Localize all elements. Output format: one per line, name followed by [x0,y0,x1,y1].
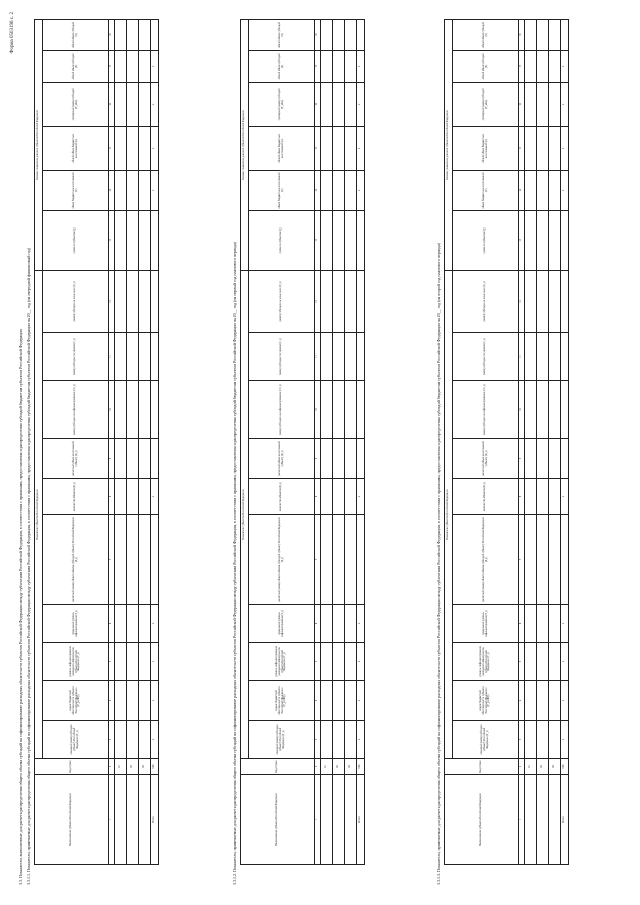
table-row [333,19,345,864]
total-mark: x [561,643,569,681]
table-row [139,19,151,864]
total-label: Итого [357,775,365,865]
colnum-12: 12 [109,270,115,332]
total-mark: x [151,479,159,515]
row-code: 02 [537,759,549,775]
colnum-1: 1 [519,775,525,865]
header-region-name: Наименование субъекта Российской Федерации [445,775,519,865]
colnum-11: 11 [315,333,321,381]
total-mark: x [357,479,365,515]
header-col-18: общий объем субсидий (S) [43,19,109,50]
colnum-12: 12 [315,270,321,332]
row-code: 02 [127,759,139,775]
group-header-base: Базовые показатели для всех субъектов Российской Федерации [241,19,249,270]
total-mark: x [561,681,569,721]
colnum-12: 12 [519,270,525,332]
total-mark: x [151,82,159,126]
colnum-2: 2 [109,759,115,775]
header-col-10: размер субсидии на софинансирование (СС_i) [43,381,109,439]
group-header-base: Базовые показатели для всех субъектов Российской Федерации [35,19,43,270]
header-col-9: расчетный объем ассигнований субъекту (R_i) [43,439,109,479]
header-col-13: сумма по субъектам (∑) [249,210,315,270]
colnum-17: 17 [315,50,321,82]
total-mark: x [357,605,365,643]
indicators-table-3 [444,19,569,865]
total-mark: x [561,82,569,126]
colnum-8: 8 [109,479,115,515]
colnum-15: 15 [519,126,525,170]
header-col-6: предельный уровень софинансирования (У_i) [249,605,315,643]
colnum-9: 9 [109,439,115,479]
header-col-11: размер субсидии по уровню (С_i) [249,333,315,381]
header-col-4: индекс бюджетной обеспеченности субъекта Российской Федерации (P_{i,ПИ}) [43,681,109,721]
table-row [321,19,333,864]
colnum-6: 6 [519,605,525,643]
colnum-5: 5 [315,643,321,681]
header-col-7: расчетный размер общего объема субсидий субъекту Российской Федерации (S_i) [249,515,315,605]
colnum-10: 10 [109,381,115,439]
group-header-regions: Показатели субъектов Российской Федерации [241,270,249,758]
colnum-7: 7 [519,515,525,605]
row-code: 02 [333,759,345,775]
colnum-7: 7 [315,515,321,605]
colnum-8: 8 [315,479,321,515]
header-col-8: количество объектов (K_i) [249,479,315,515]
header-col-16: суммарный размер субсидий (T_общ) [249,82,315,126]
colnum-8: 8 [519,479,525,515]
table-row [525,19,537,864]
colnum-17: 17 [519,50,525,82]
colnum-18: 18 [109,19,115,50]
colnum-14: 14 [519,170,525,210]
total-mark: x [561,126,569,170]
header-col-5: уровень софинансирования расходного обязательства субъекта Российской Федерации (Y_i) [453,643,519,681]
header-col-3: плановый размер субсидии субъекту Российской Федерации (T_i) [453,721,519,759]
table-row [345,19,357,864]
header-col-16: суммарный размер субсидий (T_общ) [453,82,519,126]
header-col-15: общий объем бюджетных ассигнований (G) [453,126,519,170]
total-mark: x [357,82,365,126]
total-row [151,19,159,864]
header-col-15: общий объем бюджетных ассигнований (G) [43,126,109,170]
header-col-9: расчетный объем ассигнований субъекту (R_i) [249,439,315,479]
header-col-3: плановый размер субсидии субъекту Российской Федерации (T_i) [43,721,109,759]
form-code: Форма 0503196 с. 2 [10,12,15,54]
colnum-7: 7 [109,515,115,605]
header-col-5: уровень софинансирования расходного обязательства субъекта Российской Федерации (Y_i) [249,643,315,681]
row-code: 01 [321,759,333,775]
header-col-18: общий объем субсидий (S) [249,19,315,50]
table-row [537,19,549,864]
colnum-2: 2 [315,759,321,775]
row-code: 01 [115,759,127,775]
header-region-name: Наименование субъекта Российской Федерации [35,775,109,865]
row-code: 03 [139,759,151,775]
colnum-13: 13 [109,210,115,270]
total-mark: x [151,170,159,210]
colnum-13: 13 [519,210,525,270]
group-header-base: Базовые показатели для всех субъектов Российской Федерации [445,19,453,270]
total-mark: x [357,643,365,681]
total-mark: x [151,721,159,759]
total-mark: x [357,50,365,82]
header-col-5: уровень софинансирования расходного обязательства субъекта Российской Федерации (Y_i) [43,643,109,681]
colnum-4: 4 [109,681,115,721]
colnum-14: 14 [109,170,115,210]
header-row-code: Код строки [35,759,109,775]
total-mark: x [561,50,569,82]
header-col-4: индекс бюджетной обеспеченности субъекта Российской Федерации (P_{i,ПИ}) [453,681,519,721]
total-mark: x [357,126,365,170]
colnum-3: 3 [315,721,321,759]
table-row [549,19,561,864]
colnum-5: 5 [519,643,525,681]
total-label: Итого [151,775,159,865]
colnum-18: 18 [519,19,525,50]
row-code: 01 [525,759,537,775]
colnum-3: 3 [109,721,115,759]
colnum-17: 17 [109,50,115,82]
total-mark: x [151,50,159,82]
header-col-14: объем бюджетных ассигнований (V) [43,170,109,210]
colnum-14: 14 [315,170,321,210]
header-col-14: объем бюджетных ассигнований (V) [453,170,519,210]
colnum-4: 4 [315,681,321,721]
section-title-main: 3.3. Показатели, выполненные для расчета распределения общего объема субсидий на софинансирование расходных обязательств субъектов Российской Федерации между субъектами Российской Федерации, в соответствии с правилами, предоставления и распределения субсидий бюджетам субъектов Российской Федерации [18,329,23,885]
section-title-1: 3.3.1.1. Показатели, применяемые для расчета распределения общего объема субсидий на софинансирование расходных обязательств субъектов Российской Федерации между субъектами Российской Федерации, в соответствии с правилами, предоставления и распределения субсидий бюджетам субъектов Российской Федерации на 20__ год (на очередной финансовый год) [26,247,31,885]
total-mark: x [561,170,569,210]
row-code: 03 [549,759,561,775]
colnum-6: 6 [315,605,321,643]
colnum-1: 1 [109,775,115,865]
header-region-name: Наименование субъекта Российской Федерации [241,775,315,865]
colnum-11: 11 [109,333,115,381]
header-row-code: Код строки [445,759,519,775]
total-mark: x [151,643,159,681]
colnum-5: 5 [109,643,115,681]
total-mark: x [357,721,365,759]
header-col-16: суммарный размер субсидий (T_общ) [43,82,109,126]
header-col-10: размер субсидии на софинансирование (СС_i) [249,381,315,439]
total-mark: x [357,170,365,210]
colnum-1: 1 [315,775,321,865]
header-col-9: расчетный объем ассигнований субъекту (R_i) [453,439,519,479]
total-code: 900 [357,759,365,775]
colnum-16: 16 [519,82,525,126]
total-mark: x [561,721,569,759]
total-mark: x [561,605,569,643]
colnum-18: 18 [315,19,321,50]
header-col-17: общий объем субсидий (S) [43,50,109,82]
header-row-code: Код строки [241,759,315,775]
header-col-12: размер субсидии на иные цели (О_i) [453,270,519,332]
colnum-16: 16 [109,82,115,126]
header-col-18: общий объем субсидий (S) [453,19,519,50]
header-col-4: индекс бюджетной обеспеченности субъекта Российской Федерации (P_{i,ПИ}) [249,681,315,721]
header-col-8: количество объектов (K_i) [453,479,519,515]
colnum-2: 2 [519,759,525,775]
header-col-13: сумма по субъектам (∑) [453,210,519,270]
header-col-12: размер субсидии на иные цели (О_i) [249,270,315,332]
total-label: Итого [561,775,569,865]
header-col-11: размер субсидии по уровню (С_i) [43,333,109,381]
header-col-3: плановый размер субсидии субъекту Российской Федерации (T_i) [249,721,315,759]
table-row [115,19,127,864]
colnum-4: 4 [519,681,525,721]
header-col-14: объем бюджетных ассигнований (V) [249,170,315,210]
header-col-6: предельный уровень софинансирования (У_i) [453,605,519,643]
total-code: 900 [561,759,569,775]
total-code: 900 [151,759,159,775]
total-mark: x [151,126,159,170]
header-col-13: сумма по субъектам (∑) [43,210,109,270]
total-mark: x [357,681,365,721]
total-row [357,19,365,864]
colnum-13: 13 [315,210,321,270]
table-row [127,19,139,864]
colnum-11: 11 [519,333,525,381]
row-code: 03 [345,759,357,775]
header-col-6: предельный уровень софинансирования (У_i) [43,605,109,643]
colnum-10: 10 [315,381,321,439]
header-col-7: расчетный размер общего объема субсидий субъекту Российской Федерации (S_i) [43,515,109,605]
indicators-table-2 [240,19,365,865]
group-header-regions: Показатели субъектов Российской Федерации [445,270,453,758]
colnum-15: 15 [315,126,321,170]
header-col-15: общий объем бюджетных ассигнований (G) [249,126,315,170]
group-header-regions: Показатели субъектов Российской Федерации [35,270,43,758]
header-col-17: общий объем субсидий (S) [453,50,519,82]
colnum-15: 15 [109,126,115,170]
header-col-17: общий объем субсидий (S) [249,50,315,82]
header-col-12: размер субсидии на иные цели (О_i) [43,270,109,332]
colnum-6: 6 [109,605,115,643]
total-mark: x [151,681,159,721]
indicators-table-1 [34,19,159,865]
header-col-7: расчетный размер общего объема субсидий субъекту Российской Федерации (S_i) [453,515,519,605]
section-title-2: 3.3.1.2. Показатели, применяемые для расчета распределения общего объема субсидий на софинансирование расходных обязательств субъектов Российской Федерации между субъектами Российской Федерации, в соответствии с правилами, предоставления и распределения субсидий бюджетам субъектов Российской Федерации на 20__ год (на первый год планового периода) [232,242,237,885]
header-col-10: размер субсидии на софинансирование (СС_i) [453,381,519,439]
colnum-16: 16 [315,82,321,126]
colnum-9: 9 [315,439,321,479]
header-col-11: размер субсидии по уровню (С_i) [453,333,519,381]
colnum-3: 3 [519,721,525,759]
colnum-10: 10 [519,381,525,439]
section-title-3: 3.3.1.3. Показатели, применяемые для расчета распределения общего объема субсидий на софинансирование расходных обязательств субъектов Российской Федерации между субъектами Российской Федерации, в соответствии с правилами, предоставления и распределения субсидий бюджетам субъектов Российской Федерации на 20__ год (на второй год планового периода) [436,243,441,885]
total-mark: x [561,479,569,515]
colnum-9: 9 [519,439,525,479]
total-mark: x [151,605,159,643]
total-row [561,19,569,864]
header-col-8: количество объектов (K_i) [43,479,109,515]
